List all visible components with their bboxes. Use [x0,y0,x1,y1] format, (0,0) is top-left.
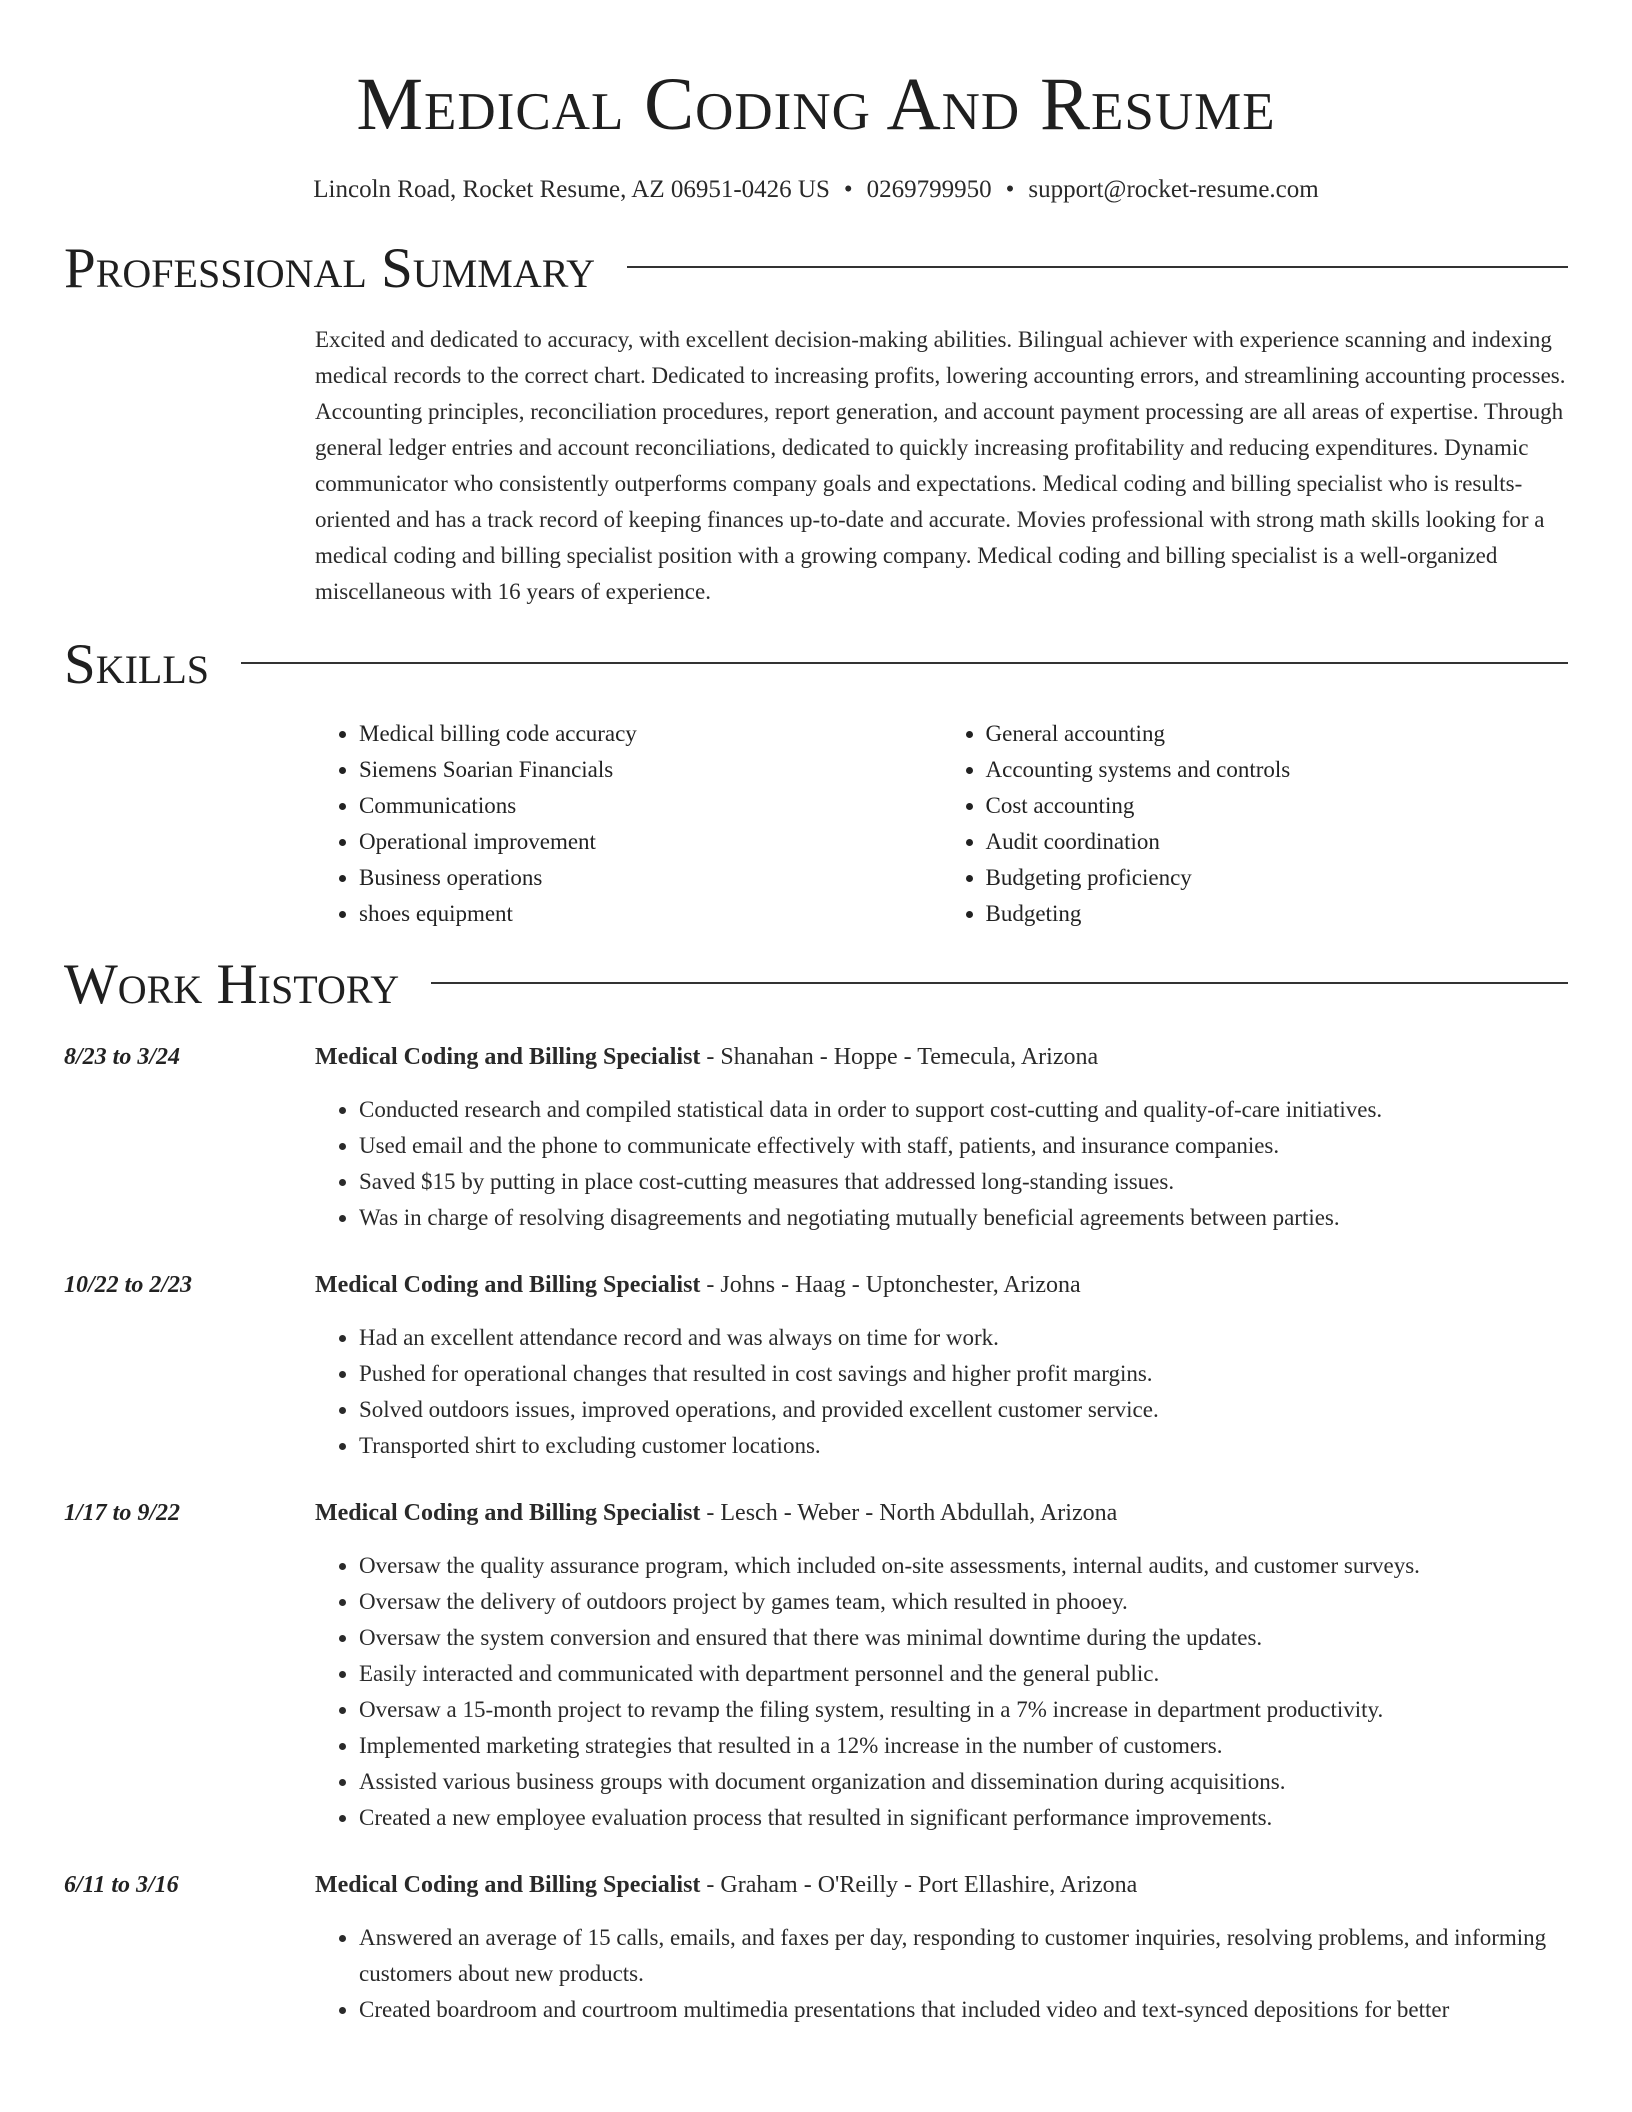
skill-item: • Audit coordination [986,824,1569,860]
candidate-name: Medical Coding And Resume [356,63,1276,146]
section-divider [627,266,1568,268]
job-title: Medical Coding and Billing Specialist [315,1272,701,1298]
summary-section-header [64,236,1568,302]
job-bullet: • Pushed for operational changes that resulted in cost savings and higher profit margins. [359,1356,1568,1392]
skills-section-header [64,632,1568,698]
skill-item: • Siemens Soarian Financials [359,752,942,788]
job-bullet: • Oversaw the delivery of outdoors project by games team, which resulted in phooey. [359,1584,1568,1620]
job-bullet: • Created a new employee evaluation process that resulted in significant performance improvements. [359,1800,1568,1836]
job-bullets [315,1548,1568,1836]
section-divider [241,662,1568,664]
job-entry [64,1496,1568,1836]
work-heading: Work History [64,953,400,1016]
job-header [64,1496,1568,1530]
contact-line [64,174,1568,206]
skills-column-right [942,716,1569,932]
skill-item: • General accounting [986,716,1569,752]
job-bullet: • Saved $15 by putting in place cost-cutting measures that addressed long-standing issues. [359,1164,1568,1200]
job-title-line [315,1868,1137,1902]
skills-column-left [315,716,942,932]
job-header [64,1868,1568,1902]
job-company: - Graham - O'Reilly - Port Ellashire, Arizona [700,1872,1138,1898]
job-dates: 8/23 to 3/24 [64,1044,181,1070]
job-bullet: • Implemented marketing strategies that resulted in a 12% increase in the number of customers. [359,1728,1568,1764]
job-dates: 10/22 to 2/23 [64,1272,193,1298]
job-entry [64,1868,1568,2028]
job-bullet: • Created boardroom and courtroom multimedia presentations that included video and text-synced depositions for better [359,1992,1568,2028]
skill-item: • Operational improvement [359,824,942,860]
section-divider [431,982,1568,984]
skill-item: • Accounting systems and controls [986,752,1569,788]
job-title-line [315,1268,1081,1302]
contact-separator: • [843,176,853,203]
job-dates: 1/17 to 9/22 [64,1500,181,1526]
job-bullet: • Answered an average of 15 calls, emails, and faxes per day, responding to customer inquiries, resolving problems, and informing customers about new products. [359,1920,1568,1992]
job-entry [64,1040,1568,1236]
summary-heading: Professional Summary [64,237,596,300]
job-bullet: • Oversaw the quality assurance program, which included on-site assessments, internal audits, and customer surveys. [359,1548,1568,1584]
skill-item: • Cost accounting [986,788,1569,824]
contact-address: Lincoln Road, Rocket Resume, AZ 06951-0426 US [313,176,830,203]
job-company: - Lesch - Weber - North Abdullah, Arizona [700,1500,1118,1526]
skills-heading: Skills [64,633,210,696]
contact-phone: 0269799950 [866,176,992,203]
job-bullet: • Oversaw the system conversion and ensured that there was minimal downtime during the updates. [359,1620,1568,1656]
job-company: - Johns - Haag - Uptonchester, Arizona [700,1272,1081,1298]
job-header [64,1040,1568,1074]
job-bullets [315,1920,1568,2028]
job-header [64,1268,1568,1302]
job-title: Medical Coding and Billing Specialist [315,1872,701,1898]
job-bullet: • Was in charge of resolving disagreements and negotiating mutually beneficial agreements between parties. [359,1200,1568,1236]
skill-item: • Budgeting [986,896,1569,932]
contact-separator: • [1005,176,1015,203]
job-title-line [315,1040,1098,1074]
summary-text: Excited and dedicated to accuracy, with excellent decision-making abilities. Bilingual achiever with experience scanning and indexing medical records to the correct chart. Dedicated to increasing profits, lowering accounting errors, and streamlining accounting processes. Accounting principles, reconciliation procedures, report generation, and account payment processing are all areas of expertise. Through general ledger entries and account reconciliations, dedicated to quickly increasing profitability and reducing expenditures. Dynamic communicator who consistently outperforms company goals and expectations. Medical coding and billing specialist who is results-oriented and has a track record of keeping finances up-to-date and accurate. Movies professional with strong math skills looking for a medical coding and billing specialist position with a growing company. Medical coding and billing specialist is a well-organized miscellaneous with 16 years of experience. [315,327,1566,604]
job-dates: 6/11 to 3/16 [64,1872,179,1898]
job-bullet: • Conducted research and compiled statistical data in order to support cost-cutting and quality-of-care initiatives. [359,1092,1568,1128]
skill-item: • shoes equipment [359,896,942,932]
skill-item: • Communications [359,788,942,824]
job-title-line [315,1496,1117,1530]
job-bullet: • Solved outdoors issues, improved operations, and provided excellent customer service. [359,1392,1568,1428]
skills-list [315,716,1568,932]
job-bullet: • Oversaw a 15-month project to revamp the filing system, resulting in a 7% increase in department productivity. [359,1692,1568,1728]
job-bullets [315,1092,1568,1236]
job-bullets [315,1320,1568,1464]
resume-page [64,0,1568,2028]
job-bullet: • Transported shirt to excluding customer locations. [359,1428,1568,1464]
job-title: Medical Coding and Billing Specialist [315,1500,701,1526]
skill-item: • Budgeting proficiency [986,860,1569,896]
skill-item: • Business operations [359,860,942,896]
job-entry [64,1268,1568,1464]
skill-item: • Medical billing code accuracy [359,716,942,752]
job-company: - Shanahan - Hoppe - Temecula, Arizona [700,1044,1099,1070]
job-title: Medical Coding and Billing Specialist [315,1044,701,1070]
job-bullet: • Used email and the phone to communicate effectively with staff, patients, and insurance companies. [359,1128,1568,1164]
contact-email: support@rocket-resume.com [1028,176,1319,203]
job-bullet: • Had an excellent attendance record and was always on time for work. [359,1320,1568,1356]
job-bullet: • Easily interacted and communicated with department personnel and the general public. [359,1656,1568,1692]
work-section-header [64,952,1568,1018]
job-bullet: • Assisted various business groups with document organization and dissemination during acquisitions. [359,1764,1568,1800]
